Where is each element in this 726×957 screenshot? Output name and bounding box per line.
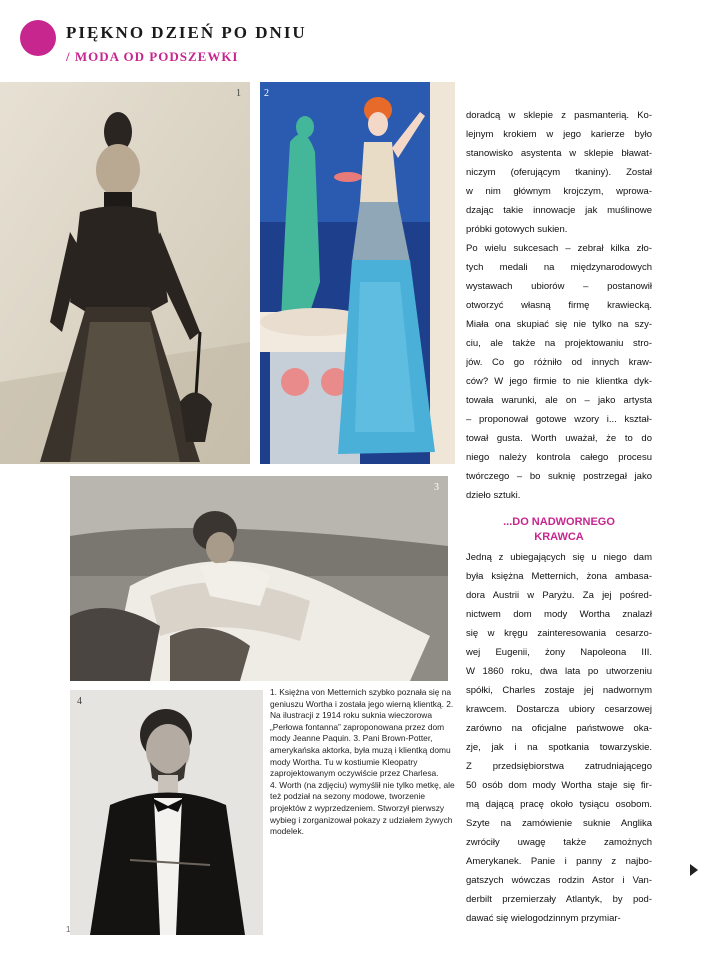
photo-1-portrait-woman [0,82,250,464]
article-line: krawcem. Dostarcza ubiory cesarzowej [466,704,652,715]
article-line: – proponował gotowe wzory i... kształ- [466,414,652,425]
photo-number-2: 2 [264,88,269,99]
article-line: nictwem dom mody Wortha znalazł [466,609,652,620]
continue-arrow-icon [690,864,698,876]
photo-2-fashion-illustration [260,82,455,464]
article-line: Szyte na zamówienie suknie Anglika [466,818,652,829]
portrait-man-photo-icon [70,690,263,935]
caption-paragraph-1: 1. Księżna von Metternich szybko poznała się na geniuszu Wortha i została jego wierną klientką. 2. Na ilustracji z 1914 roku suknia wieczorowa „Perłowa fontanna” zaproponowana przez dom mody Jeanne Paquin. 3. Pani Brown-Potter, amerykańska aktorka, była muzą i klientką domu mody Wortha. Tu w kostiumie Kleopatry zaprojektowanym oczywiście przez Charlesa. [270,687,454,779]
article-line: zje, jak i na spotkania towarzyskie. [466,742,652,753]
article-line: tych medali na międzynarodowych [466,262,652,273]
article-line: się w kręgu zainteresowania cesarzo- [466,628,652,639]
article-line: stanowisko asystenta w sklepie bławat- [466,148,652,159]
article-line: dora Austrii w Paryżu. Za jej pośred- [466,590,652,601]
fashion-illustration-icon [260,82,455,464]
article-line: zarówno na oficjalne państwowe oka- [466,723,652,734]
article-line: Miała ona skupiać się nie tylko na szy- [466,319,652,330]
article-line: dzieło sztuki. [466,490,521,501]
article-line: towała warunki, ale on – jako artysta [466,395,652,406]
article-line: próbki gotowych sukien. [466,224,568,235]
article-line: doradcą w sklepie z pasmanterią. Ko- [466,110,652,121]
article-line: ców? W jego firmie to nie klientka dyk- [466,376,652,387]
article-line: niczym (oferującym tkaniny). Został [466,167,652,178]
article-line: w nim głównym krojczym, wprowa- [466,186,652,197]
article-line: mą dającą pracę około tysiącu osobom. [466,799,652,810]
photo-4-portrait-man [70,690,263,935]
article-line: Z przedsiębiorstwa zatrudniającego [466,761,652,772]
article-line: jów. Co go różniło od innych kraw- [466,357,652,368]
photo-number-4: 4 [77,696,82,707]
article-line: dzając takie innowacje jak muślinowe [466,205,652,216]
article-line: gatszych wówczas rodzin Astor i Van- [466,875,652,886]
reclining-actress-photo-icon [70,476,448,681]
page-mark: 1 [66,925,71,934]
subheading-line-2: KRAWCA [534,531,584,543]
article-line: wystawach ubiorów – postanowił [466,281,652,292]
article-part-b [466,548,652,928]
article-column [466,106,652,928]
subheading [466,515,652,545]
article-line: Po wielu sukcesach – zebrał kilka zło- [466,243,652,254]
article-line: spółki, Charles zostaje jej nadwornym [466,685,652,696]
article-line: lejnym krokiem w jego karierze było [466,129,652,140]
article-line: tował gusta. Worth uważał, że to do [466,433,652,444]
photo-number-1: 1 [236,88,241,99]
article-line: zwróciły uwagę także zamożnych [466,837,652,848]
article-line: niego należy kontrola całego procesu [466,452,652,463]
caption-paragraph-2: 4. Worth (na zdjęciu) wymyślił nie tylko metkę, ale też podział na sezony modowe, tworzenie projektów z wyprzedzeniem. Stworzył pierwszy wybieg i zorganizował pokazy z udziałem żywych modelek. [270,779,455,837]
article-line: wej Eugenii, żony Napoleona III. [466,647,652,658]
subheading-line-1: ...DO NADWORNEGO [503,516,615,528]
article-line: Jedną z ubiegających się u niego dam [466,552,652,563]
article-line: dawać się wielogodzinnym przymiar- [466,913,621,924]
photo-caption [270,687,462,838]
article-part-a [466,106,652,505]
article-line: 50 osób dom mody Wortha staje się fir- [466,780,652,791]
article-line: Amerykanek. Panie i panny z najbo- [466,856,652,867]
magenta-dot-icon [20,20,56,56]
article-line: ciu, ale także na projektowaniu stro- [466,338,652,349]
article-line: była księżna Metternich, żona ambasa- [466,571,652,582]
section-subtitle: / MODA OD PODSZEWKI [66,49,239,64]
article-line: otworzyć własną firmę krawiecką. [466,300,652,311]
section-title: PIĘKNO DZIEŃ PO DNIU [66,23,307,42]
article-line: W 1860 roku, dwa lata po utworzeniu [466,666,652,677]
photo-3-reclining-actress [70,476,448,681]
portrait-woman-photo-icon [0,82,250,464]
article-line: twórczego – bo suknię postrzegał jako [466,471,652,482]
article-line: derbilt przemierzały Atlantyk, by pod- [466,894,652,905]
photo-number-3: 3 [434,482,439,493]
